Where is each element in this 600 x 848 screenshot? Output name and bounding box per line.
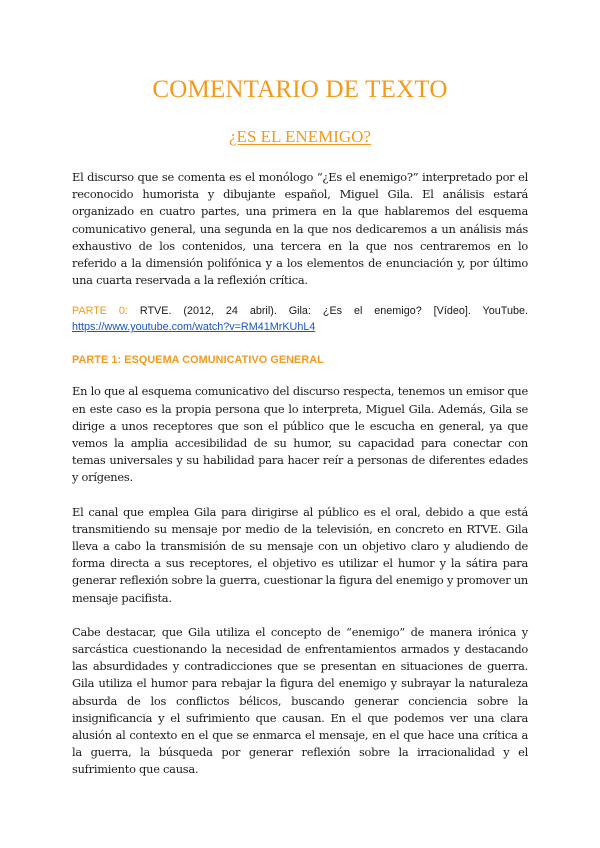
intro-paragraph: El discurso que se comenta es el monólogo “¿Es el enemigo?” interpretado por el reconocido humorista y dibujante español, Miguel Gila. El análisis estará organizado en cuatro partes, una primera en la que hablaremos del esquema comunicativo general, una segunda en la que nos dedicaremos a un análisis más exhaustivo de los contenidos, una tercera en la que nos centraremos en lo referido a la dimensión polifónica y a los elementos de enunciación y, por último una cuarta reservada a la reflexión crítica. (72, 170, 528, 288)
paragraph-canal: El canal que emplea Gila para dirigirse al público es el oral, debido a que está transmitiendo su mensaje por medio de la televisión, en concreto en RTVE. Gila lleva a cabo la transmisión de su mensaje con un objetivo claro y aludiendo de forma directa a sus receptores, el objetivo es utilizar el humor y la sátira para generar reflexión sobre la guerra, cuestionar la figura del enemigo y promover un mensaje pacifista. (72, 504, 528, 605)
source-citation-text: RTVE. (2012, 24 abril). Gila: ¿Es el enemigo? [Vídeo]. YouTube. (139, 305, 528, 318)
source-citation (72, 303, 528, 335)
section-heading-parte-1: PARTE 1: ESQUEMA COMUNICATIVO GENERAL (72, 354, 324, 367)
source-link[interactable]: https://www.youtube.com/watch?v=RM41MrKUhL4 (72, 321, 316, 334)
paragraph-esquema-emisor: En lo que al esquema comunicativo del discurso respecta, tenemos un emisor que en este caso es la propia persona que lo interpreta, Miguel Gila. Además, Gila se dirige a unos receptores que son el público que le escucha en general, ya que vemos la amplia accesibilidad de su humor, su capacidad para conectar con temas universales y su habilidad para hacer reír a personas de diferentes edades y orígenes. (72, 384, 528, 485)
document-title: COMENTARIO DE TEXTO (152, 76, 448, 103)
source-label: PARTE 0: (72, 305, 128, 318)
paragraph-enemigo: Cabe destacar, que Gila utiliza el concepto de “enemigo” de manera irónica y sarcástica cuestionando la necesidad de enfrentamientos armados y destacando las absurdidades y contradicciones que se presentan en situaciones de guerra. Gila utiliza el humor para rebajar la figura del enemigo y subrayar la naturaleza absurda de los conflictos bélicos, buscando generar conciencia sobre la insignificancia y el sufrimiento que causan. En el que podemos ver una clara alusión al contexto en el que se enmarca el mensaje, en el que hace una crítica a la guerra, la búsqueda por generar reflexión sobre la irracionalidad y el sufrimiento que causa. (72, 624, 528, 777)
document-subtitle: ¿ES EL ENEMIGO? (229, 127, 371, 146)
